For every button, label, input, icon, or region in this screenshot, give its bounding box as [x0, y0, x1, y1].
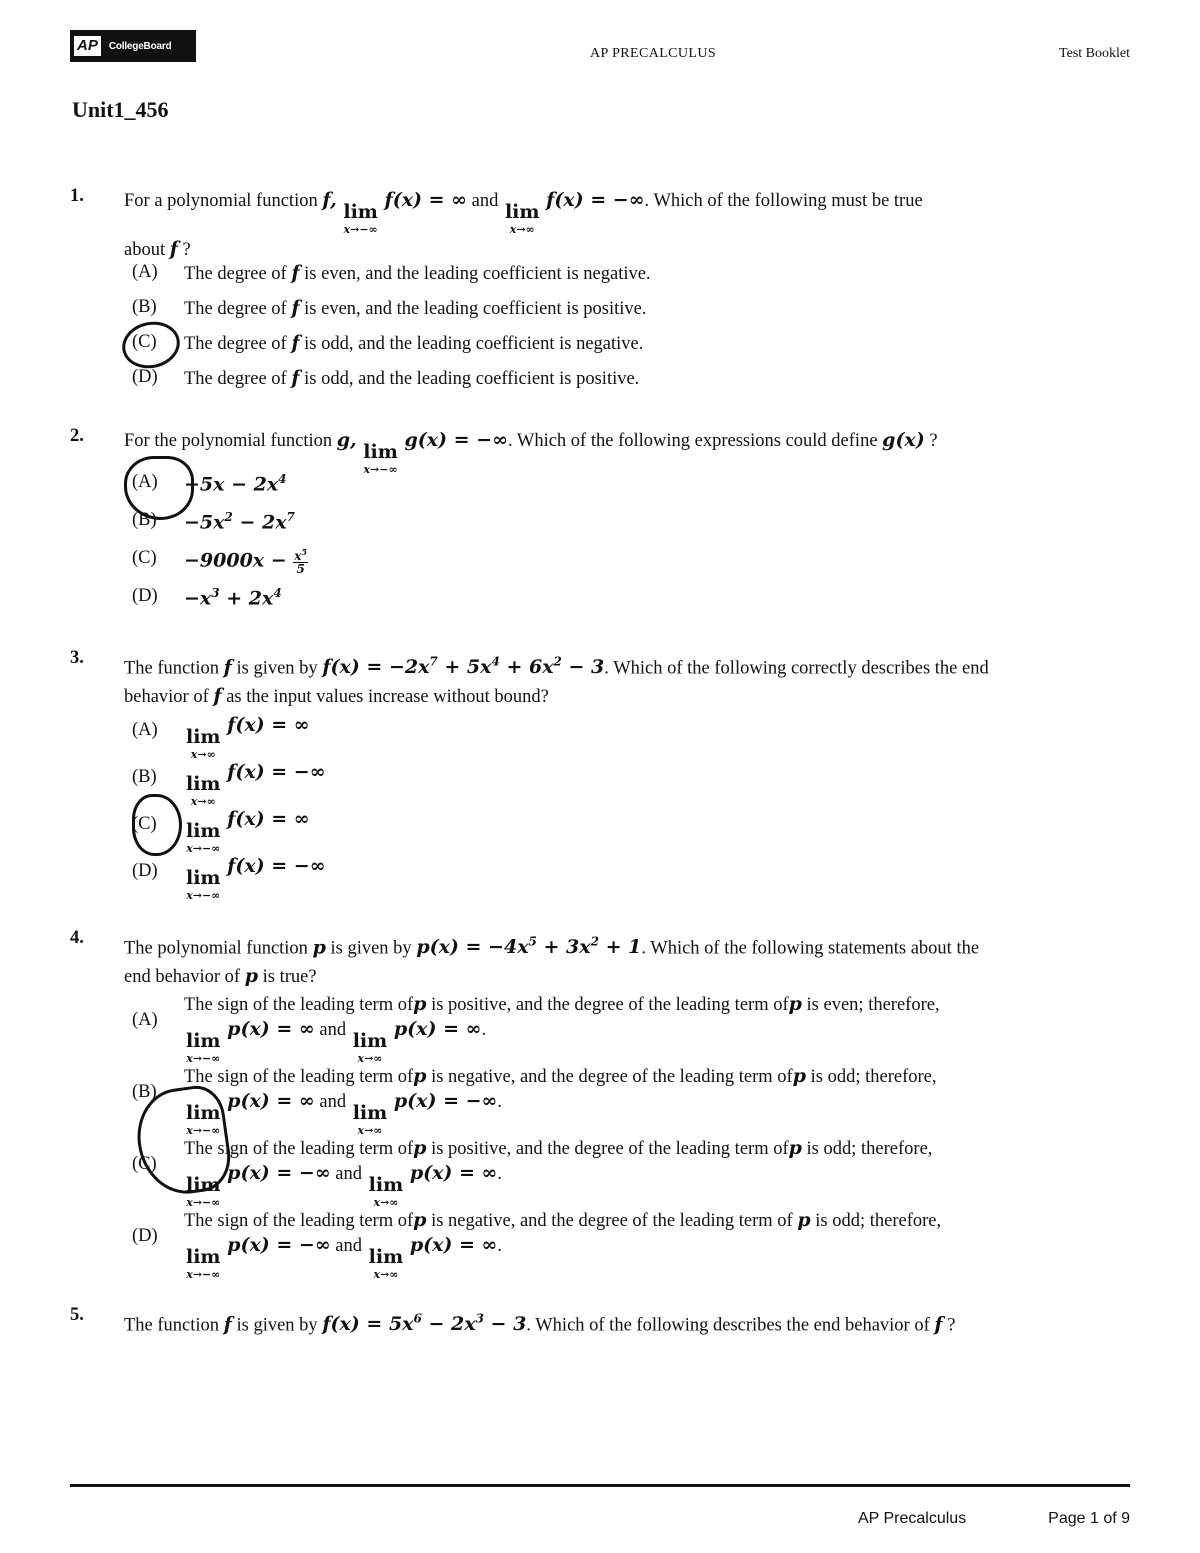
- header-booklet-label: Test Booklet: [1059, 46, 1130, 61]
- poly-term: + 5x: [437, 656, 492, 679]
- lim-word: lim: [352, 1030, 388, 1052]
- limit: [186, 822, 221, 854]
- stem-qmark: ?: [929, 431, 938, 451]
- poly-term: f(x) = 5x: [322, 1313, 414, 1336]
- option-text-post: is even, and the leading coefficient is positive.: [304, 299, 647, 319]
- math-var: f: [291, 262, 300, 284]
- math-expression: p(x) = −∞: [227, 1234, 331, 1256]
- option-text-pre: The degree of: [184, 299, 287, 319]
- stem-text: is true?: [262, 967, 317, 988]
- math-exponent: 7: [429, 655, 438, 669]
- option-a[interactable]: [132, 992, 1132, 1064]
- math-exponent: 4: [273, 586, 282, 600]
- option-text-part: is negative, and the degree of the leading term of: [431, 1211, 793, 1231]
- poly-term: − 2x: [421, 1313, 476, 1336]
- question-stem: [124, 426, 1124, 475]
- lim-word: lim: [186, 1246, 221, 1268]
- option-text-part: is negative, and the degree of the leading term of: [431, 1067, 793, 1087]
- question-number: 4.: [70, 928, 84, 948]
- option-c[interactable]: [132, 1136, 1132, 1208]
- handwritten-answer-circle: [132, 794, 182, 856]
- math-var: p: [792, 1065, 806, 1087]
- option-b[interactable]: [132, 1064, 1132, 1136]
- math-polynomial: [322, 656, 604, 678]
- option-math: [184, 472, 287, 495]
- math-var: f: [213, 685, 222, 708]
- stem-text: as the input values increase without bound?: [226, 687, 549, 708]
- math-polynomial: [322, 1313, 526, 1335]
- option-d[interactable]: [132, 584, 1132, 622]
- option-and: and: [335, 1236, 363, 1256]
- lim-word: lim: [186, 1174, 221, 1196]
- option-period: .: [481, 1020, 487, 1040]
- option-a[interactable]: [132, 712, 1132, 759]
- stem-text: The polynomial function: [124, 938, 308, 959]
- option-period: .: [497, 1164, 503, 1184]
- limit: [186, 1176, 221, 1208]
- lim-subscript: x→∞: [509, 223, 535, 236]
- option-c[interactable]: [132, 546, 1132, 584]
- math-var: p: [244, 965, 259, 988]
- math-expression: p(x) = ∞: [227, 1090, 315, 1112]
- poly-term: + 1: [598, 936, 642, 959]
- lim-word: lim: [186, 773, 221, 795]
- option-text-pre: The degree of: [184, 334, 287, 354]
- math-exponent: 6: [413, 1312, 422, 1326]
- lim-word: lim: [186, 820, 221, 842]
- stem-text: . Which of the following describes the end behavior of: [526, 1315, 930, 1336]
- option-a[interactable]: [132, 260, 1132, 295]
- math-expression: −9000x −: [184, 549, 294, 572]
- question-number: 3.: [70, 648, 84, 668]
- option-text-part: The sign of the leading term of: [184, 995, 414, 1015]
- option-period: .: [497, 1236, 503, 1256]
- header-course-title: AP PRECALCULUS: [590, 46, 717, 61]
- option-and: and: [335, 1164, 363, 1184]
- option-c[interactable]: [132, 330, 1132, 365]
- limit: [369, 1248, 404, 1280]
- math-expression: g(x): [882, 429, 925, 451]
- option-label: (C): [132, 332, 157, 352]
- stem-comma: ,: [330, 189, 337, 211]
- math-expression: f(x) = ∞: [384, 189, 467, 211]
- math-expression: p(x) = −∞: [227, 1162, 331, 1184]
- math-expression: −x: [184, 587, 212, 610]
- option-label: (B): [132, 1082, 157, 1102]
- option-text-part: The sign of the leading term of: [184, 1067, 414, 1087]
- math-expression: f(x) = ∞: [227, 714, 310, 736]
- option-label: (D): [132, 861, 158, 881]
- math-polynomial: [416, 936, 641, 958]
- math-expression: f(x) = −∞: [227, 855, 326, 877]
- lim-word: lim: [343, 201, 378, 223]
- option-label: (A): [132, 262, 158, 282]
- math-exponent: 2: [553, 655, 562, 669]
- math-expression: − 2x: [232, 511, 287, 534]
- math-var: p: [312, 936, 326, 959]
- math-exponent: 3: [211, 586, 220, 600]
- math-expression: f(x) = −∞: [227, 761, 326, 783]
- math-expression: f(x) = −∞: [546, 189, 645, 211]
- stem-text: . Which of the following statements about the: [641, 938, 980, 959]
- option-b[interactable]: [132, 295, 1132, 330]
- math-expression: g(x) = −∞: [404, 429, 508, 451]
- math-exponent: 4: [278, 472, 287, 486]
- option-math: [184, 548, 308, 575]
- lim-word: lim: [186, 726, 221, 748]
- lim-subscript: x→∞: [190, 748, 216, 761]
- lim-subscript: x→−∞: [186, 1052, 221, 1065]
- math-var: f: [169, 238, 178, 260]
- math-var: f: [934, 1313, 943, 1336]
- stem-text: . Which of the following must be true: [644, 191, 923, 211]
- answer-options: [132, 712, 1132, 900]
- question-stem: [124, 928, 1124, 991]
- option-d[interactable]: [132, 1208, 1132, 1280]
- page-header: [70, 30, 1130, 64]
- math-var: f: [291, 332, 300, 354]
- option-text-part: is odd; therefore,: [815, 1211, 942, 1231]
- math-expression: f(x) = ∞: [227, 808, 310, 830]
- lim-subscript: x→∞: [190, 795, 216, 808]
- lim-subscript: x→−∞: [343, 223, 378, 236]
- option-label: (B): [132, 767, 157, 787]
- answer-options: [132, 260, 1132, 400]
- math-exponent: 5: [301, 547, 308, 557]
- stem-text: . Which of the following expressions could define: [507, 431, 878, 451]
- lim-subscript: x→∞: [373, 1268, 399, 1281]
- option-math: [184, 761, 326, 807]
- footer-page-number: Page 1 of 9: [1048, 1510, 1130, 1527]
- option-label: (C): [132, 1154, 157, 1174]
- option-text: [184, 262, 651, 285]
- stem-comma: ,: [350, 429, 357, 451]
- option-text: [184, 992, 940, 1064]
- option-text: [184, 1136, 932, 1208]
- poly-term: + 6x: [499, 656, 554, 679]
- fraction-numerator: [293, 548, 308, 563]
- option-text-part: is odd; therefore,: [810, 1067, 937, 1087]
- lim-word: lim: [504, 201, 540, 223]
- question-number: 2.: [70, 426, 84, 446]
- option-text-post: is even, and the leading coefficient is negative.: [304, 264, 651, 284]
- limit: [369, 1176, 404, 1208]
- option-d[interactable]: [132, 853, 1132, 900]
- math-expression: + 2x: [219, 587, 274, 610]
- lim-subscript: x→−∞: [186, 1268, 221, 1281]
- option-label: (A): [132, 1010, 158, 1030]
- footer-divider: [70, 1484, 1130, 1487]
- option-text: [184, 1064, 937, 1136]
- lim-word: lim: [368, 1174, 404, 1196]
- math-expression: p(x) = ∞: [227, 1018, 315, 1040]
- question-stem: [124, 1305, 1124, 1339]
- ap-collegeboard-logo: [70, 30, 196, 62]
- limit: [186, 775, 221, 807]
- option-label: (D): [132, 586, 158, 606]
- option-text-post: is odd, and the leading coefficient is positive.: [304, 369, 640, 389]
- poly-term: + 3x: [536, 936, 591, 959]
- option-math: [184, 586, 282, 609]
- question-stem: [124, 186, 1124, 264]
- option-text-part: The sign of the leading term of: [184, 1211, 414, 1231]
- poly-term: f(x) = −2x: [322, 656, 430, 679]
- lim-word: lim: [186, 867, 221, 889]
- limit: [186, 869, 221, 901]
- stem-qmark: ?: [182, 240, 191, 260]
- lim-word: lim: [363, 441, 398, 463]
- poly-term: p(x) = −4x: [416, 936, 529, 959]
- option-label: (B): [132, 297, 157, 317]
- option-text-pre: The degree of: [184, 369, 287, 389]
- answer-options: [132, 470, 1132, 622]
- math-expression: p(x) = −∞: [393, 1090, 498, 1112]
- option-d[interactable]: [132, 365, 1132, 400]
- poly-term: − 3: [561, 656, 605, 679]
- limit: [186, 728, 221, 760]
- lim-subscript: x→∞: [373, 1196, 399, 1209]
- option-math: [184, 855, 326, 901]
- math-var: p: [413, 1209, 427, 1231]
- math-exponent: 2: [224, 510, 233, 524]
- limit: [353, 1032, 388, 1064]
- math-var: p: [413, 1065, 427, 1087]
- option-b[interactable]: [132, 508, 1132, 546]
- stem-text: For a polynomial function: [124, 191, 318, 211]
- math-expression: p(x) = ∞: [409, 1234, 498, 1256]
- option-label: (B): [132, 510, 157, 530]
- lim-subscript: x→−∞: [186, 1124, 221, 1137]
- math-var: f: [223, 656, 232, 679]
- stem-text: about: [124, 240, 166, 260]
- fraction-denominator: 5: [296, 562, 305, 576]
- option-text-part: is positive, and the degree of the leading term of: [431, 995, 789, 1015]
- option-a[interactable]: [132, 470, 1132, 508]
- option-period: .: [497, 1092, 503, 1112]
- logo-ap-text: AP: [74, 36, 101, 56]
- option-text: [184, 367, 639, 390]
- option-label: (A): [132, 472, 158, 492]
- answer-options: [132, 992, 1132, 1280]
- option-math: [184, 714, 310, 760]
- option-text-part: The sign of the leading term of: [184, 1139, 414, 1159]
- option-math: [184, 808, 310, 854]
- poly-term: − 3: [483, 1313, 527, 1336]
- stem-text: . Which of the following correctly describes the end: [604, 658, 989, 679]
- math-exponent: 3: [475, 1312, 484, 1326]
- math-var: f: [291, 297, 300, 319]
- lim-subscript: x→−∞: [186, 842, 221, 855]
- math-var: p: [413, 993, 427, 1015]
- math-var: p: [788, 1137, 802, 1159]
- option-text-part: is positive, and the degree of the leading term of: [431, 1139, 789, 1159]
- math-var: f: [291, 367, 300, 389]
- stem-text: behavior of: [124, 687, 209, 708]
- math-expression: p(x) = ∞: [409, 1162, 498, 1184]
- stem-text: For the polynomial function: [124, 431, 333, 451]
- math-exponent: 5: [528, 935, 537, 949]
- stem-text: is given by: [330, 938, 412, 959]
- lim-subscript: x→−∞: [186, 889, 221, 902]
- limit-2: [505, 203, 540, 235]
- option-and: and: [319, 1092, 347, 1112]
- option-text-post: is odd, and the leading coefficient is negative.: [304, 334, 644, 354]
- stem-and: and: [471, 191, 499, 211]
- option-math: [184, 510, 295, 533]
- math-exponent: 4: [491, 655, 500, 669]
- question-stem: [124, 648, 1124, 711]
- lim-subscript: x→∞: [357, 1124, 383, 1137]
- option-label: (C): [132, 548, 157, 568]
- math-fraction: [293, 548, 308, 575]
- option-label: (D): [132, 1226, 158, 1246]
- lim-word: lim: [352, 1102, 388, 1124]
- limit: [186, 1248, 221, 1280]
- stem-text: is given by: [236, 1315, 318, 1336]
- question-number: 1.: [70, 186, 84, 206]
- option-and: and: [319, 1020, 347, 1040]
- unit-title: Unit1_456: [72, 97, 169, 122]
- math-var: g: [336, 429, 351, 451]
- limit: [353, 1104, 388, 1136]
- math-var: f: [322, 189, 331, 211]
- math-exponent: 7: [286, 510, 295, 524]
- math-var: p: [788, 993, 802, 1015]
- lim-subscript: x→∞: [357, 1052, 383, 1065]
- math-expression: p(x) = ∞: [393, 1018, 482, 1040]
- stem-text: The function: [124, 658, 220, 679]
- option-b[interactable]: [132, 759, 1132, 806]
- math-var: p: [797, 1209, 811, 1231]
- option-label: (D): [132, 367, 158, 387]
- option-text: [184, 1208, 941, 1280]
- math-expression: −5x − 2x: [184, 473, 279, 496]
- option-label: (C): [132, 814, 157, 834]
- stem-qmark: ?: [947, 1315, 956, 1336]
- footer-course: AP Precalculus: [858, 1510, 967, 1527]
- option-text: [184, 332, 643, 355]
- stem-text: is given by: [236, 658, 318, 679]
- numerator-base: x: [294, 549, 302, 563]
- option-label: (A): [132, 720, 158, 740]
- option-text-part: is odd; therefore,: [806, 1139, 933, 1159]
- lim-subscript: x→−∞: [186, 1196, 221, 1209]
- logo-brand-text: CollegeBoard: [108, 40, 172, 52]
- math-expression: −5x: [184, 511, 225, 534]
- math-var: p: [413, 1137, 427, 1159]
- option-text: [184, 297, 646, 320]
- lim-word: lim: [368, 1246, 404, 1268]
- stem-text: The function: [124, 1315, 220, 1336]
- limit: [186, 1032, 221, 1064]
- question-number: 5.: [70, 1305, 84, 1325]
- lim-word: lim: [186, 1102, 221, 1124]
- option-c[interactable]: [132, 806, 1132, 853]
- stem-text: end behavior of: [124, 967, 241, 988]
- limit-1: [343, 203, 378, 235]
- option-text-part: is even; therefore,: [806, 995, 940, 1015]
- lim-word: lim: [186, 1030, 221, 1052]
- math-exponent: 2: [590, 935, 599, 949]
- lim-subscript: x→−∞: [363, 463, 398, 476]
- option-text-pre: The degree of: [184, 264, 287, 284]
- math-var: f: [223, 1313, 232, 1336]
